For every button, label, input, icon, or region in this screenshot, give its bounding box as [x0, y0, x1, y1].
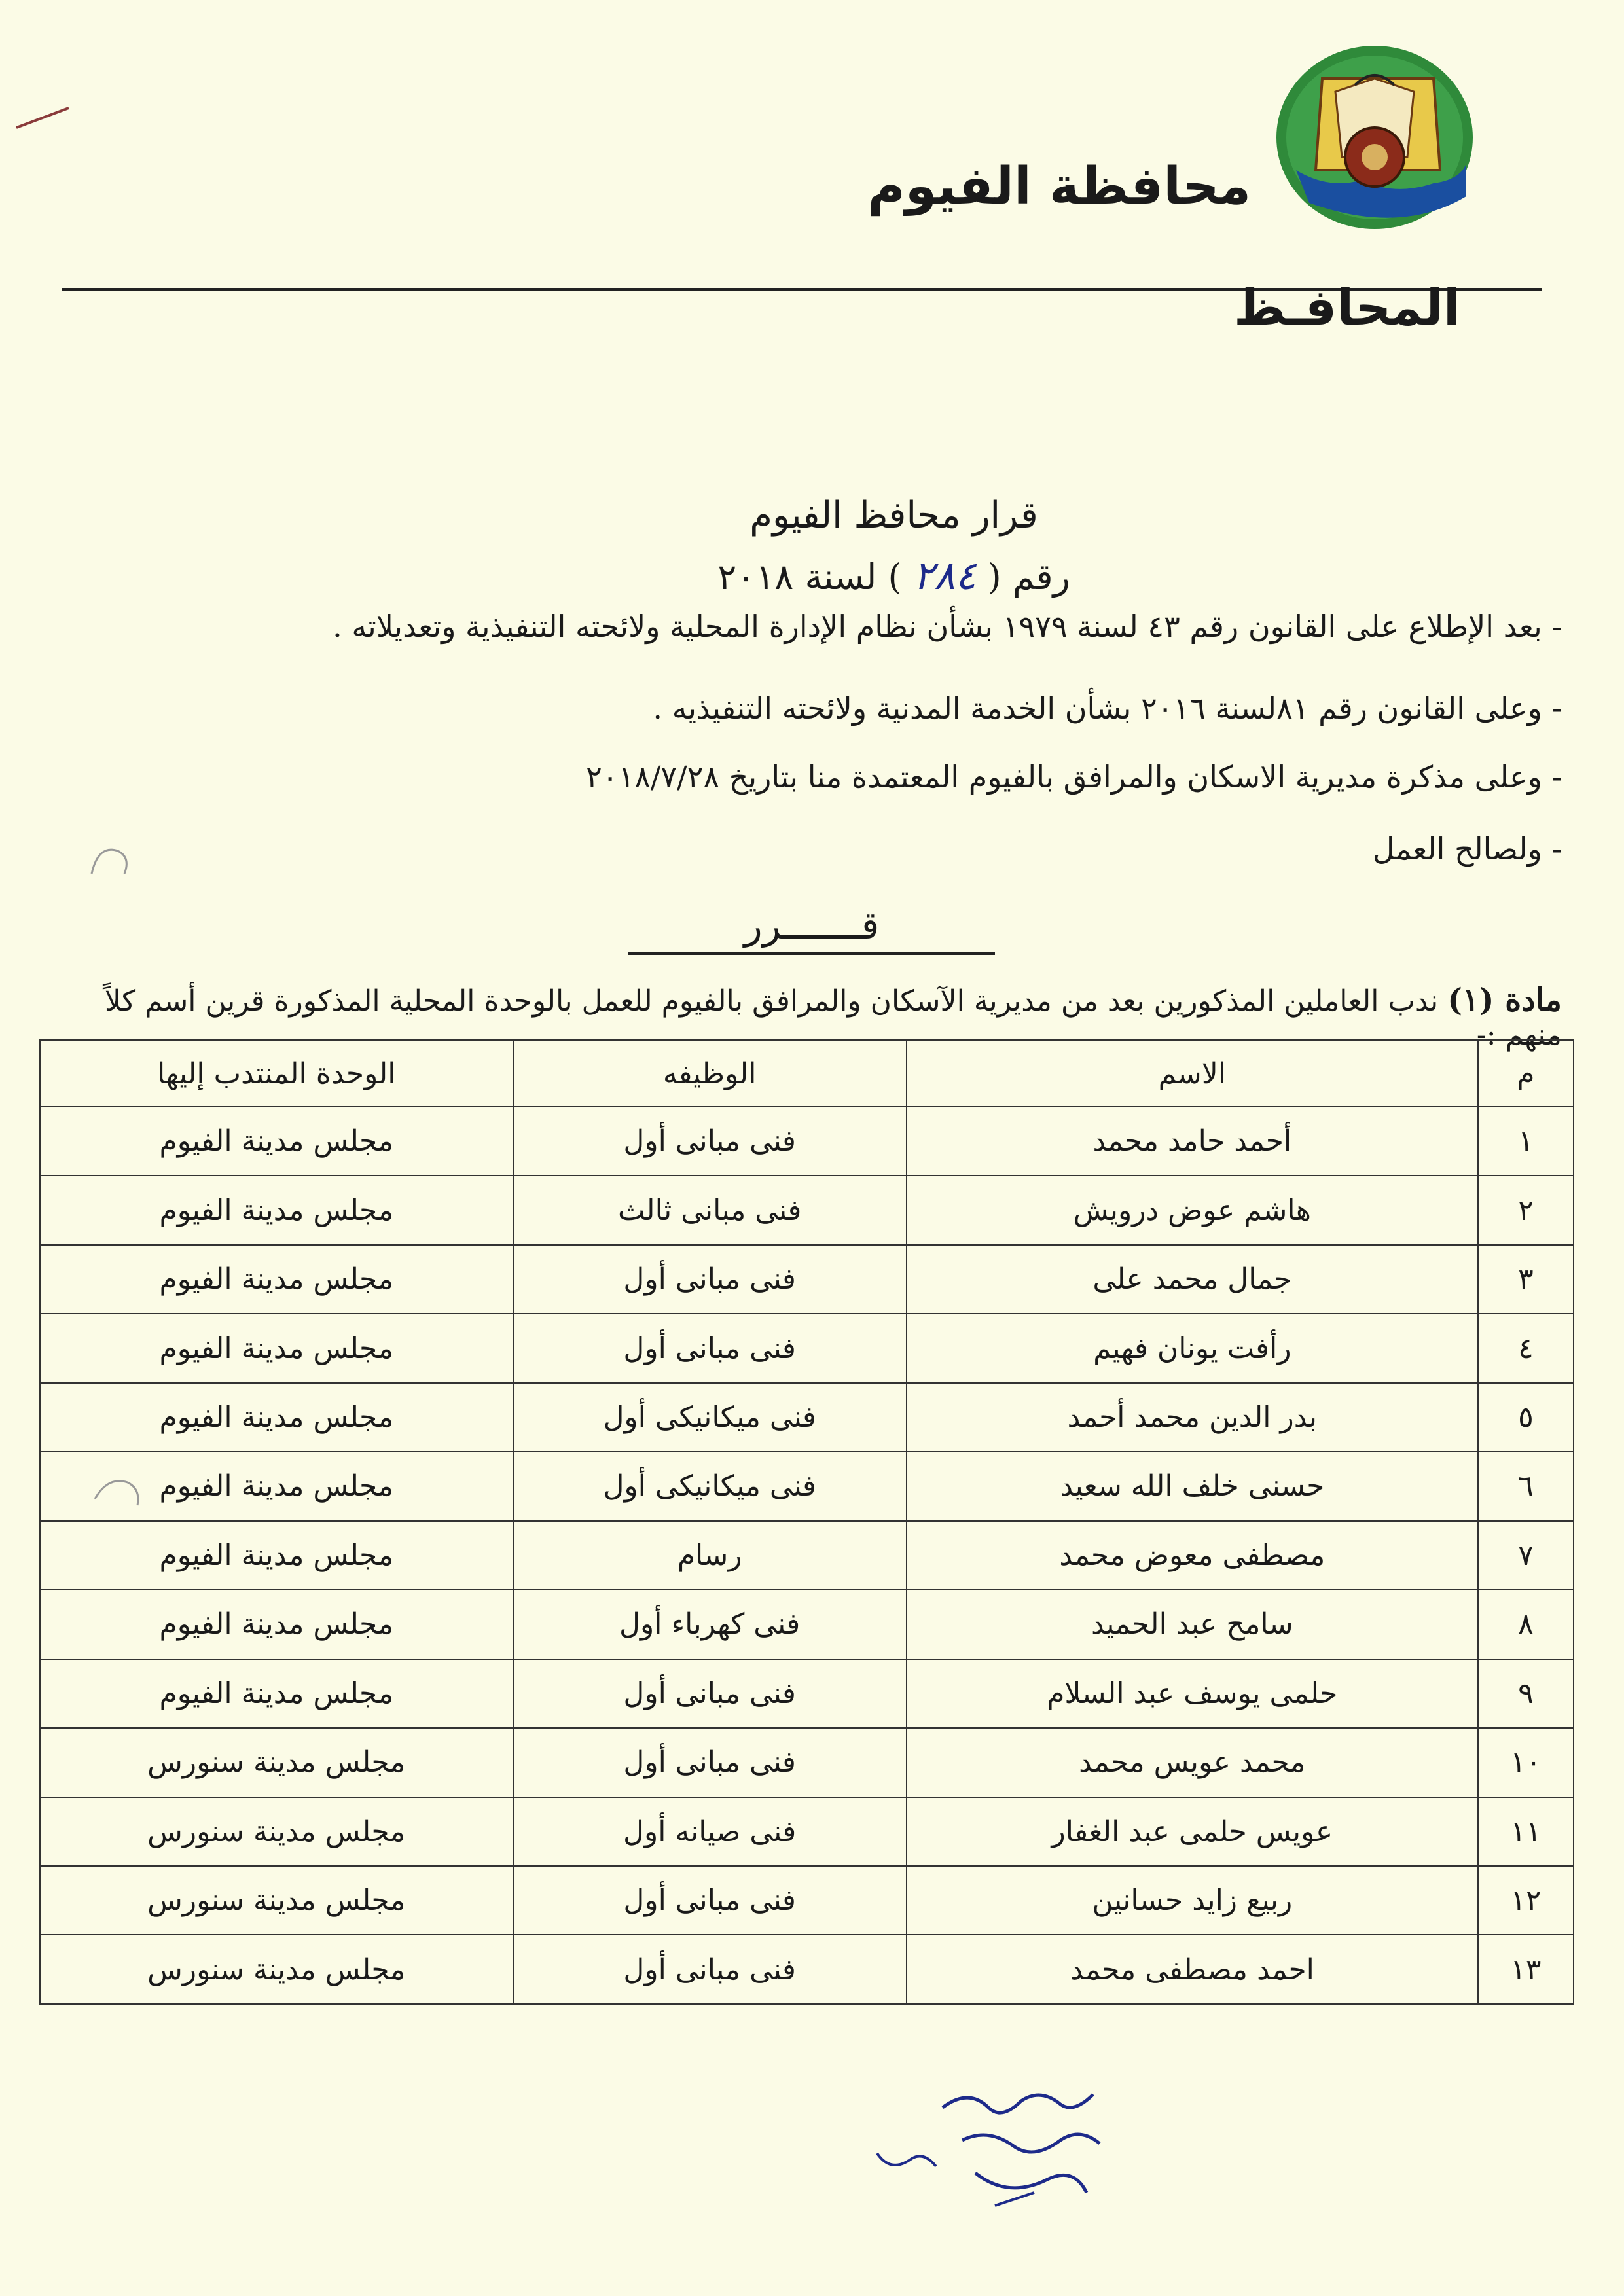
- row-name: أحمد حامد محمد: [907, 1107, 1478, 1175]
- table-row: [40, 1797, 1574, 1866]
- handwritten-decree-number: ٢٨٤: [912, 553, 977, 599]
- table-row: [40, 1590, 1574, 1659]
- row-unit: مجلس مدينة سنورس: [40, 1935, 513, 2004]
- header-name: الاسم: [907, 1040, 1478, 1107]
- decree-number-suffix: ) لسنة ٢٠١٨: [717, 556, 902, 598]
- row-name: رأفت يونان فهيم: [907, 1314, 1478, 1382]
- preamble-law-43: - بعد الإطلاع على القانون رقم ٤٣ لسنة ١٩٧٩ بشأن نظام الإدارة المحلية ولائحته التنفيذية وتعديلاته .: [333, 609, 1562, 644]
- preamble-work-interest: - ولصالح العمل: [1372, 831, 1562, 867]
- row-num: ٧: [1478, 1521, 1574, 1590]
- header-unit: الوحدة المنتدب إليها: [40, 1040, 513, 1107]
- row-num: ٥: [1478, 1383, 1574, 1452]
- row-name: احمد مصطفى محمد: [907, 1935, 1478, 2004]
- decided-heading: قـــــــرر: [744, 903, 880, 948]
- row-name: حلمى يوسف عبد السلام: [907, 1659, 1478, 1728]
- row-num: ٤: [1478, 1314, 1574, 1382]
- table-row: [40, 1728, 1574, 1797]
- row-name: هاشم عوض درويش: [907, 1175, 1478, 1244]
- handwritten-signature: [864, 2068, 1146, 2225]
- pen-mark: [88, 1473, 147, 1512]
- row-num: ٦: [1478, 1452, 1574, 1520]
- row-num: ٣: [1478, 1245, 1574, 1314]
- table-row: [40, 1521, 1574, 1590]
- row-job: فنى ميكانيكى أول: [513, 1452, 907, 1520]
- table-row: [40, 1383, 1574, 1452]
- row-job: فنى مبانى ثالث: [513, 1175, 907, 1244]
- header-job: الوظيفه: [513, 1040, 907, 1107]
- row-num: ١: [1478, 1107, 1574, 1175]
- table-row: [40, 1866, 1574, 1935]
- table-row: [40, 1935, 1574, 2004]
- table-header-row: [40, 1040, 1574, 1107]
- row-name: عويس حلمى عبد الغفار: [907, 1797, 1478, 1866]
- row-unit: مجلس مدينة الفيوم: [40, 1452, 513, 1520]
- table-row: [40, 1659, 1574, 1728]
- row-job: فنى مبانى أول: [513, 1866, 907, 1935]
- row-unit: مجلس مدينة الفيوم: [40, 1521, 513, 1590]
- preamble-law-81: - وعلى القانون رقم ٨١لسنة ٢٠١٦ بشأن الخدمة المدنية ولائحته التنفيذيه .: [653, 691, 1562, 726]
- row-num: ٩: [1478, 1659, 1574, 1728]
- governorate-logo: [1270, 39, 1479, 236]
- table-row: [40, 1452, 1574, 1520]
- row-name: ربيع زايد حسانين: [907, 1866, 1478, 1935]
- row-unit: مجلس مدينة الفيوم: [40, 1107, 513, 1175]
- row-name: جمال محمد على: [907, 1245, 1478, 1314]
- row-name: سامح عبد الحميد: [907, 1590, 1478, 1659]
- row-job: فنى مبانى أول: [513, 1107, 907, 1175]
- row-unit: مجلس مدينة الفيوم: [40, 1659, 513, 1728]
- row-num: ١١: [1478, 1797, 1574, 1866]
- row-num: ١٠: [1478, 1728, 1574, 1797]
- row-unit: مجلس مدينة سنورس: [40, 1728, 513, 1797]
- row-job: فنى مبانى أول: [513, 1728, 907, 1797]
- decree-number-prefix: رقم (: [987, 556, 1070, 598]
- table-row: [40, 1107, 1574, 1175]
- row-job: فنى مبانى أول: [513, 1659, 907, 1728]
- row-unit: مجلس مدينة سنورس: [40, 1866, 513, 1935]
- table-row: [40, 1245, 1574, 1314]
- row-job: فنى مبانى أول: [513, 1245, 907, 1314]
- row-num: ٢: [1478, 1175, 1574, 1244]
- row-num: ١٣: [1478, 1935, 1574, 2004]
- pen-mark: [85, 841, 137, 880]
- decree-number: [0, 553, 1624, 599]
- row-unit: مجلس مدينة الفيوم: [40, 1383, 513, 1452]
- row-name: مصطفى معوض محمد: [907, 1521, 1478, 1590]
- row-job: فنى مبانى أول: [513, 1935, 907, 2004]
- row-job: فنى صيانه أول: [513, 1797, 907, 1866]
- row-job: رسام: [513, 1521, 907, 1590]
- governorate-name: محافظة الفيوم: [867, 157, 1251, 216]
- row-unit: مجلس مدينة الفيوم: [40, 1175, 513, 1244]
- preamble-memo: - وعلى مذكرة مديرية الاسكان والمرافق بالفيوم المعتمدة منا بتاريخ ٢٠١٨/٧/٢٨: [586, 759, 1562, 795]
- article-label: مادة (١): [1447, 982, 1562, 1018]
- row-unit: مجلس مدينة سنورس: [40, 1797, 513, 1866]
- row-name: حسنى خلف الله سعيد: [907, 1452, 1478, 1520]
- decided-underline: [628, 952, 995, 955]
- table-row: [40, 1175, 1574, 1244]
- row-unit: مجلس مدينة الفيوم: [40, 1245, 513, 1314]
- row-unit: مجلس مدينة الفيوم: [40, 1590, 513, 1659]
- office-title: المحافـظ: [1234, 278, 1460, 336]
- header-num: م: [1478, 1040, 1574, 1107]
- row-unit: مجلس مدينة الفيوم: [40, 1314, 513, 1382]
- employees-table: [39, 1039, 1574, 2005]
- row-num: ٨: [1478, 1590, 1574, 1659]
- row-job: فنى ميكانيكى أول: [513, 1383, 907, 1452]
- row-name: بدر الدين محمد أحمد: [907, 1383, 1478, 1452]
- decree-title: قرار محافظ الفيوم: [749, 494, 1038, 537]
- row-num: ١٢: [1478, 1866, 1574, 1935]
- row-job: فنى كهرباء أول: [513, 1590, 907, 1659]
- pen-mark: [13, 105, 72, 131]
- row-job: فنى مبانى أول: [513, 1314, 907, 1382]
- row-name: محمد عويس محمد: [907, 1728, 1478, 1797]
- table-row: [40, 1314, 1574, 1382]
- article-text: ندب العاملين المذكورين بعد من مديرية الآسكان والمرافق بالفيوم للعمل بالوحدة المحلية المذكورة قرين أسم كلاً منهم :-: [104, 984, 1562, 1052]
